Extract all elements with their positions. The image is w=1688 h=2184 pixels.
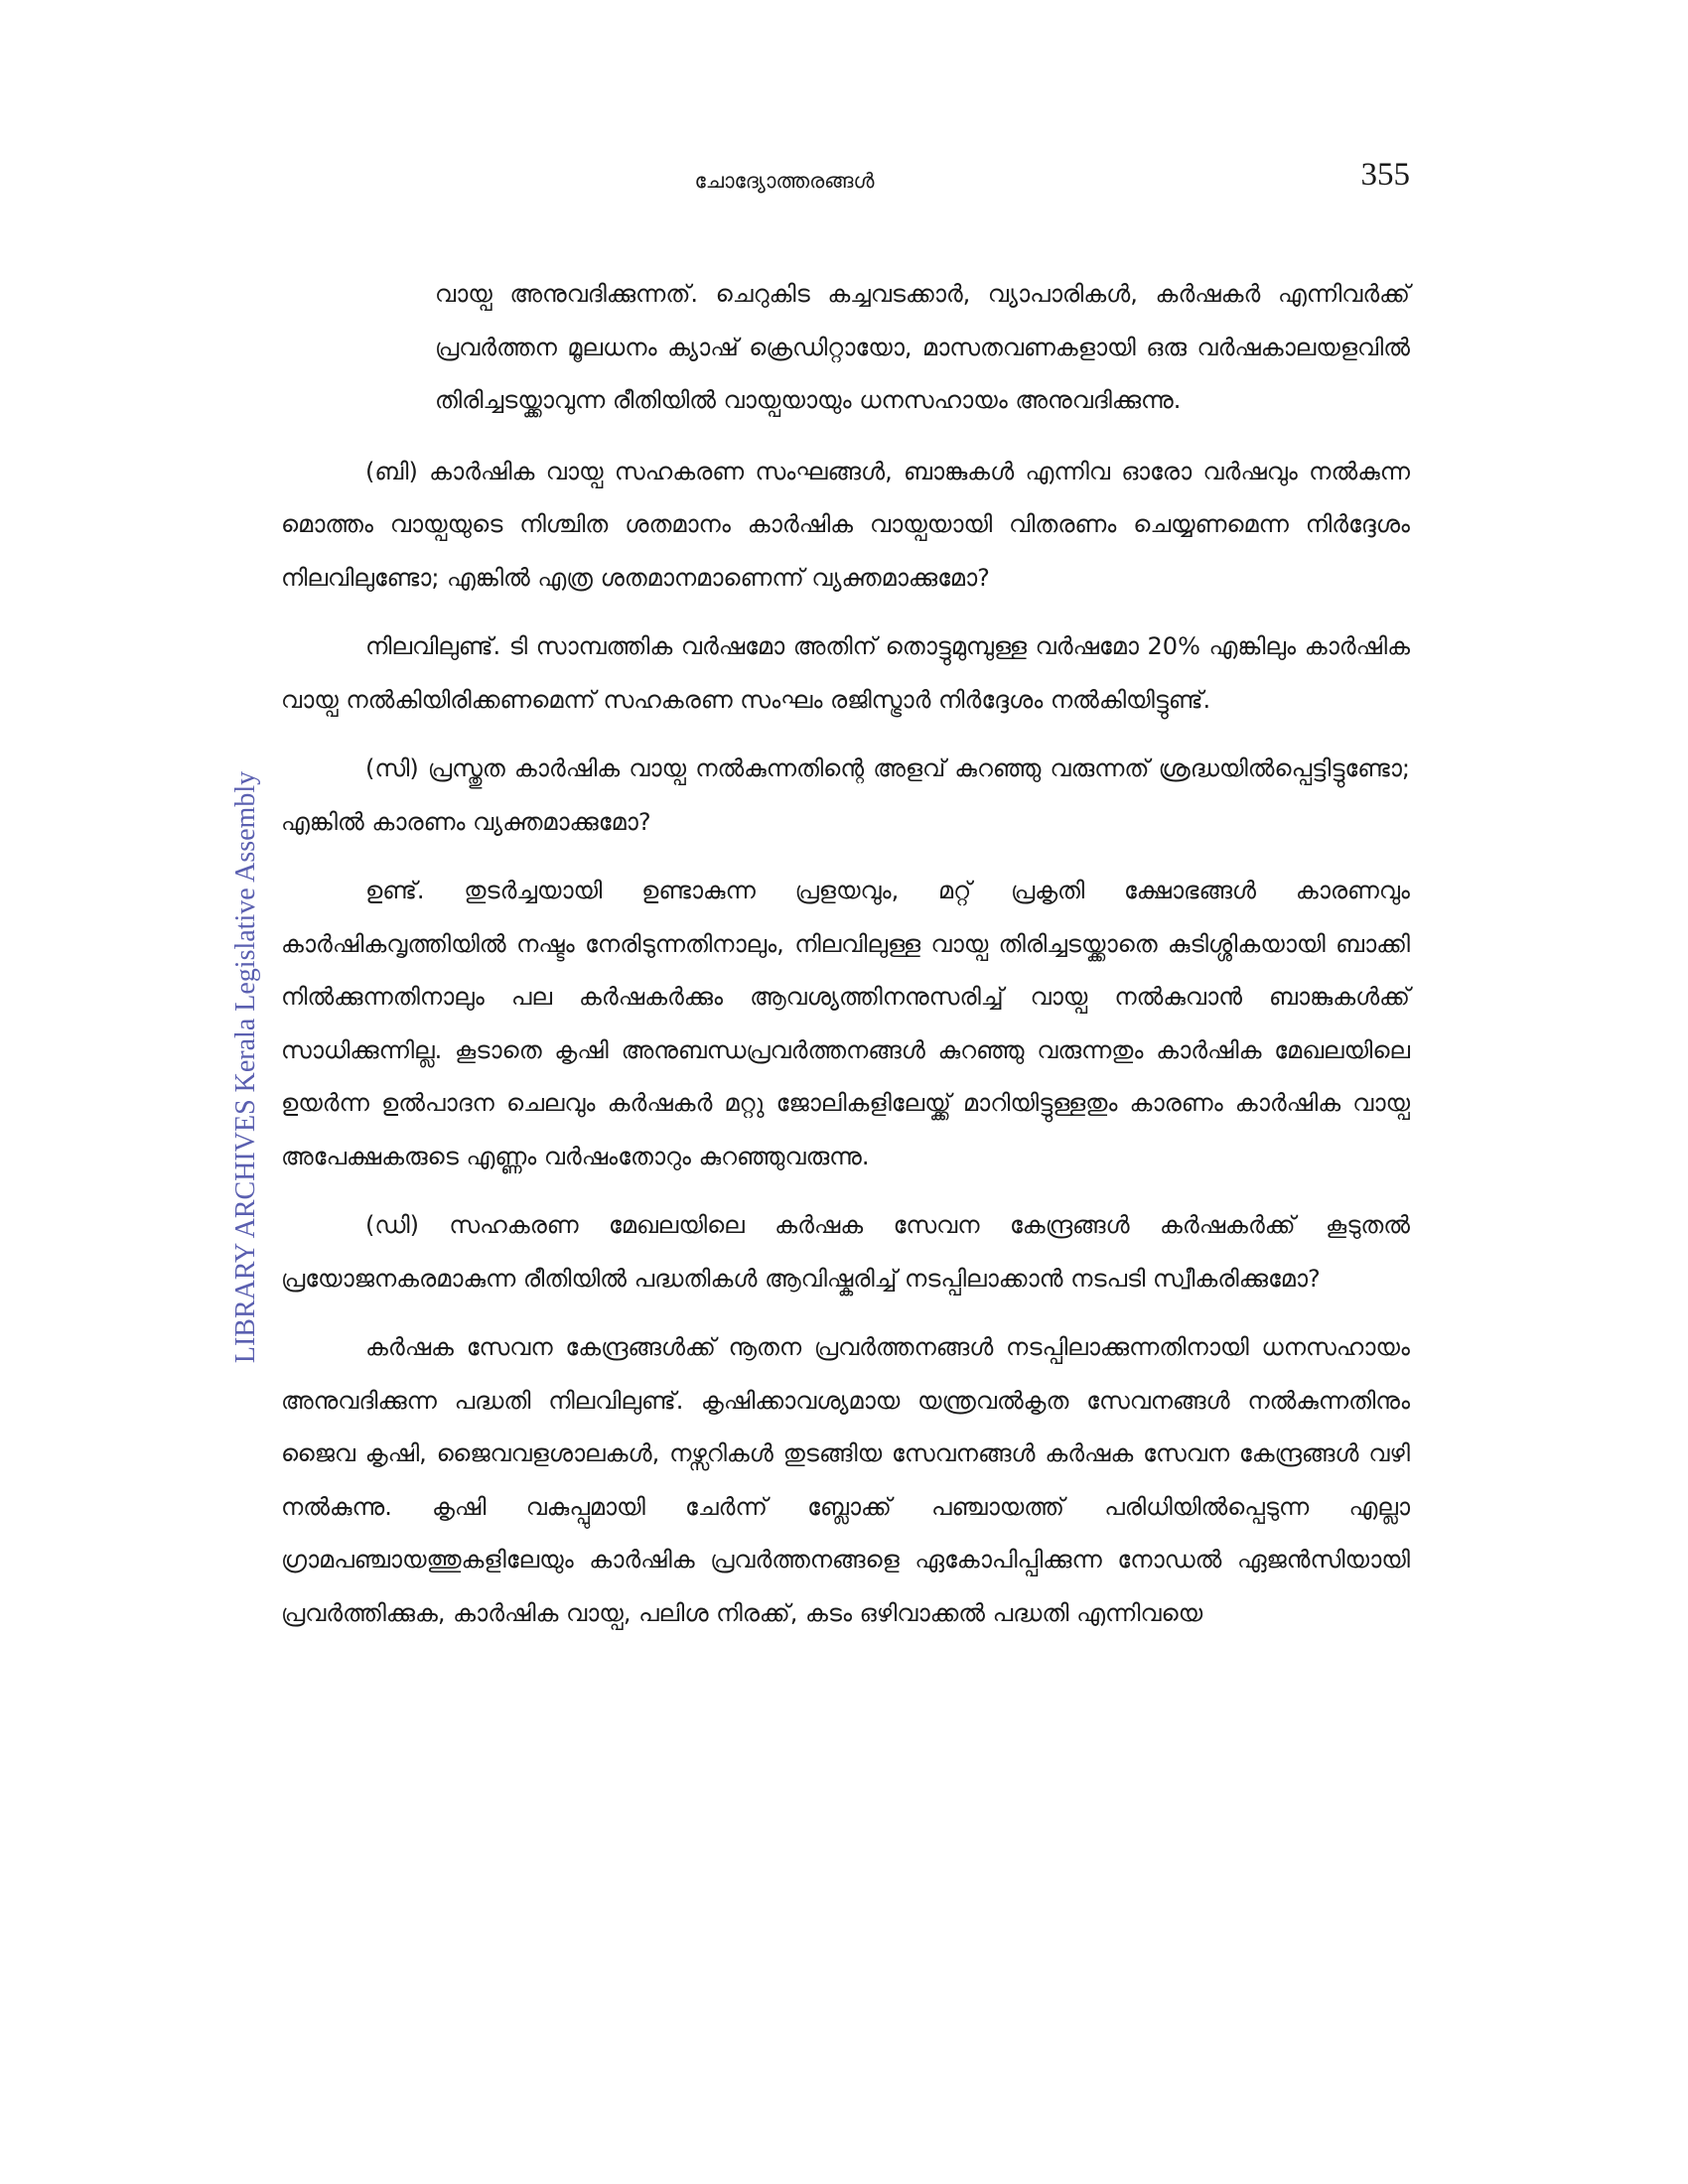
answer-d: കർഷക സേവന കേന്ദ്രങ്ങൾക്ക് നൂതന പ്രവർത്തനങ്ങൾ നടപ്പിലാക്കുന്നതിനായി ധനസഹായം അനുവദിക്കുന്ന പദ്ധതി നിലവിലുണ്ട്. കൃഷിക്കാവശ്യമായ യന്ത്രവൽകൃത സേവനങ്ങൾ നൽകുന്നതിനും ജൈവ കൃഷി, ജൈവവളശാലകൾ, നഴ്സറികൾ തുടങ്ങിയ സേവനങ്ങൾ കർഷക സേവന കേന്ദ്രങ്ങൾ വഴി നൽകുന്നു. കൃഷി വകുപ്പുമായി ചേർന്ന് ബ്ലോക്ക് പഞ്ചായത്ത് പരിധിയിൽപ്പെടുന്ന എല്ലാ ഗ്രാമപഞ്ചായത്തുകളിലേയും കാർഷിക പ്രവർത്തനങ്ങളെ ഏകോപിപ്പിക്കുന്ന നോഡൽ ഏജൻസിയായി പ്രവർത്തിക്കുക, കാർഷിക വായ്പ, പലിശ നിരക്ക്, കടം ഒഴിവാക്കൽ പദ്ധതി എന്നിവയെ: [281, 1333, 1410, 1627]
page-number: 355: [1360, 157, 1410, 193]
document-body: [281, 268, 1410, 1656]
watermark-text: LIBRARY ARCHIVES Kerala Legislative Assembly: [230, 770, 261, 1364]
answer-c: ഉണ്ട്. തുടർച്ചയായി ഉണ്ടാകുന്ന പ്രളയവും, മറ്റ് പ്രകൃതി ക്ഷോഭങ്ങൾ കാരണവും കാർഷികവൃത്തിയിൽ നഷ്ടം നേരിടുന്നതിനാലും, നിലവിലുള്ള വായ്പ തിരിച്ചടയ്ക്കാതെ കുടിശ്ശികയായി ബാക്കി നിൽക്കുന്നതിനാലും പല കർഷകർക്കും ആവശ്യത്തിനനുസരിച്ച് വായ്പ നൽകുവാൻ ബാങ്കുകൾക്ക് സാധിക്കുന്നില്ല. കൂടാതെ കൃഷി അനുബന്ധപ്രവർത്തനങ്ങൾ കുറഞ്ഞു വരുന്നതും കാർഷിക മേഖലയിലെ ഉയർന്ന ഉൽപാദന ചെലവും കർഷകർ മറ്റു ജോലികളിലേയ്ക്ക് മാറിയിട്ടുള്ളതും കാരണം കാർഷിക വായ്പ അപേക്ഷകരുടെ എണ്ണം വർഷംതോറും കുറഞ്ഞുവരുന്നു.: [281, 877, 1410, 1170]
answer-b: നിലവിലുണ്ട്. ടി സാമ്പത്തിക വർഷമോ അതിന് തൊട്ടുമുമ്പുള്ള വർഷമോ 20% എങ്കിലും കാർഷിക വായ്പ നൽകിയിരിക്കണമെന്ന് സഹകരണ സംഘം രജിസ്ട്രാർ നിർദ്ദേശം നൽകിയിട്ടുണ്ട്.: [281, 632, 1410, 714]
question-d: (ഡി) സഹകരണ മേഖലയിലെ കർഷക സേവന കേന്ദ്രങ്ങൾ കർഷകർക്ക് കൂടുതൽ പ്രയോജനകരമാകുന്ന രീതിയിൽ പദ്ധതികൾ ആവിഷ്കരിച്ച് നടപ്പിലാക്കാൻ നടപടി സ്വീകരിക്കുമോ?: [281, 1211, 1410, 1293]
question-c: (സി) പ്രസ്തുത കാർഷിക വായ്പ നൽകുന്നതിന്റെ അളവ് കുറഞ്ഞു വരുന്നത് ശ്രദ്ധയിൽപ്പെട്ടിട്ടുണ്ടോ; എങ്കിൽ കാരണം വ്യക്തമാക്കുമോ?: [281, 754, 1410, 836]
question-b: (ബി) കാർഷിക വായ്പ സഹകരണ സംഘങ്ങൾ, ബാങ്കുകൾ എന്നിവ ഓരോ വർഷവും നൽകുന്ന മൊത്തം വായ്പയുടെ നിശ്ചിത ശതമാനം കാർഷിക വായ്പയായി വിതരണം ചെയ്യണമെന്ന നിർദ്ദേശം നിലവിലുണ്ടോ; എങ്കിൽ എത്ര ശതമാനമാണെന്ന് വ്യക്തമാക്കുമോ?: [281, 457, 1410, 592]
running-title: ചോദ്യോത്തരങ്ങൾ: [694, 169, 875, 193]
paragraph-continuation: വായ്പ അനുവദിക്കുന്നത്. ചെറുകിട കച്ചവടക്കാർ, വ്യാപാരികൾ, കർഷകർ എന്നിവർക്ക് പ്രവർത്തന മൂലധനം ക്യാഷ് ക്രെഡിറ്റായോ, മാസതവണകളായി ഒരു വർഷകാലയളവിൽ തിരിച്ചടയ്ക്കാവുന്ന രീതിയിൽ വായ്പയായും ധനസഹായം അനുവദിക്കുന്നു.: [435, 280, 1410, 414]
page-header: [0, 149, 1688, 208]
